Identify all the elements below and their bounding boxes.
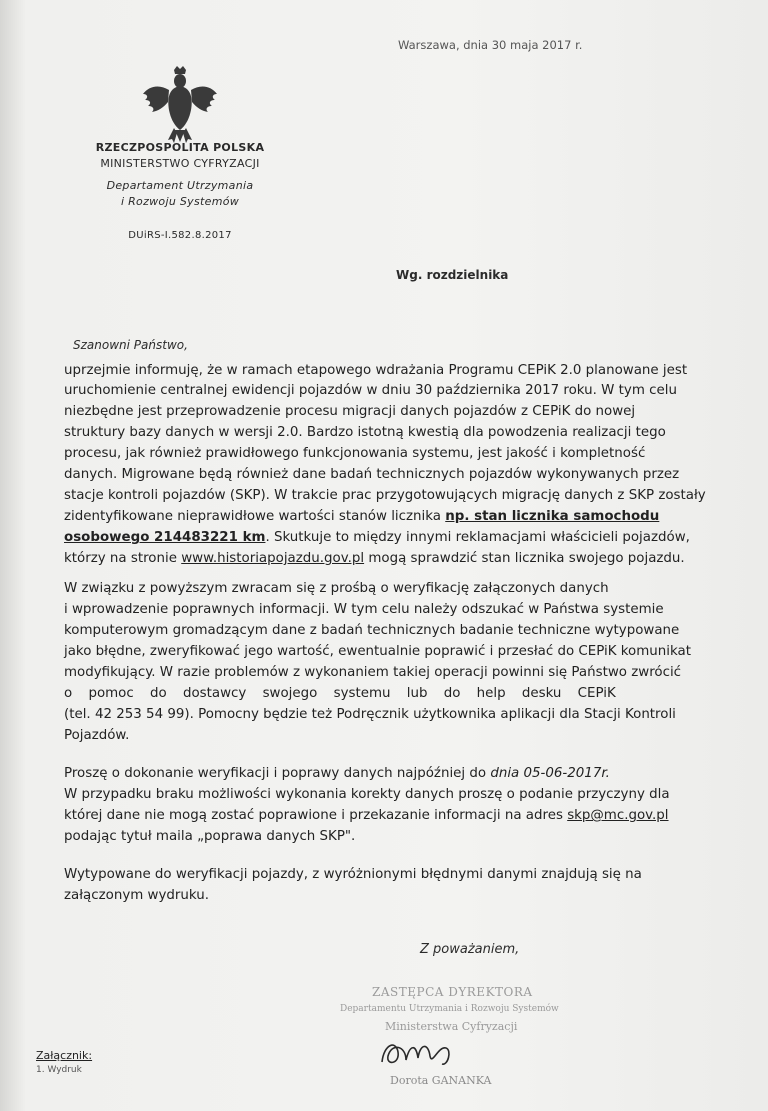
ministry-name: MINISTERSTWO CYFRYZACJI (100, 157, 260, 170)
handwritten-signature (376, 1036, 468, 1072)
stamp-name: Dorota GANANKA (390, 1074, 492, 1087)
paragraph-1-line (64, 510, 659, 523)
paragraph-2-line: W związku z powyższym zwracam się z prośbą o weryfikację załączonych danych (64, 581, 609, 596)
paragraph-2-line: komputerowym gromadzącym dane z badań technicznych badanie techniczne wytypowane (64, 623, 680, 638)
paragraph-1-line: danych. Migrowane będą również dane badań technicznych pojazdów wykonywanych przez (64, 467, 680, 482)
contact-email-link[interactable]: skp@mc.gov.pl (567, 808, 669, 823)
addressee: Wg. rozdzielnika (396, 268, 509, 282)
paragraph-3-line (64, 809, 669, 822)
eagle-emblem-icon (139, 64, 221, 146)
deadline-date: dnia 05-06-2017r. (490, 766, 610, 781)
letter-date: Warszawa, dnia 30 maja 2017 r. (398, 38, 583, 52)
paragraph-1-line: uruchomienie centralnej ewidencji pojazdów w dniu 30 października 2017 roku. W tym celu (64, 383, 677, 398)
department-line-1: Departament Utrzymania (106, 179, 254, 192)
paragraph-1-line: stacje kontroli pojazdów (SKP). W trakcie prac przygotowujących migrację danych z SKP zostały (64, 488, 706, 503)
odometer-value-highlight: osobowego 214483221 km (64, 530, 266, 545)
paragraph-4-line: Wytypowane do weryfikacji pojazdy, z wyróżnionymi błędnymi danymi znajdują się na (64, 867, 642, 882)
attachment-label: Załącznik: (36, 1049, 93, 1062)
paragraph-3-line: W przypadku braku możliwości wykonania korekty danych proszę o podanie przyczyny dla (64, 787, 670, 802)
paragraph-1-text: . Skutkuje to między innymi reklamacjami właścicieli pojazdów, (265, 530, 690, 545)
paragraph-2-line: (tel. 42 253 54 99). Pomocny będzie też Podręcznik użytkownika aplikacji dla Stacji Kontroli (64, 707, 676, 722)
paragraph-2-line: modyfikujący. W razie problemów z wykonaniem takiej operacji powinni się Państwo zwrócić (64, 665, 682, 680)
attachment-item: 1. Wydruk (36, 1065, 82, 1075)
reference-number: DUiRS-I.582.8.2017 (128, 230, 232, 241)
paragraph-2-line: i wprowadzenie poprawnych informacji. W tym celu należy odszukać w Państwa systemie (64, 602, 664, 617)
paragraph-3-text: Proszę o dokonanie weryfikacji i poprawy danych najpóźniej do (64, 766, 491, 781)
paragraph-2-line: o pomoc do dostawcy swojego systemu lub do help desku CEPiK (64, 686, 616, 701)
paragraph-3-line: podając tytuł maila „poprawa danych SKP". (64, 829, 356, 844)
paragraph-4-line: załączonym wydruku. (64, 888, 209, 903)
paragraph-1-line: uprzejmie informuję, że w ramach etapowego wdrażania Programu CEPiK 2.0 planowane jest (64, 363, 688, 378)
paragraph-1-text: którzy na stronie (64, 551, 182, 566)
paragraph-2-line: jako błędne, zweryfikować jego wartość, ewentualnie poprawić i przesłać do CEPiK komunikat (64, 644, 691, 659)
republic-name: RZECZPOSPOLITA POLSKA (95, 141, 265, 154)
odometer-example-highlight: np. stan licznika samochodu (445, 509, 660, 524)
paragraph-1-text: mogą sprawdzić stan licznika swojego pojazdu. (364, 551, 685, 566)
paragraph-1-line (64, 552, 685, 565)
paragraph-1-line: struktury bazy danych w wersji 2.0. Bardzo istotną kwestią dla powodzenia realizacji tego (64, 425, 666, 440)
paragraph-3-line (64, 767, 610, 780)
paragraph-1-line (64, 531, 690, 544)
paragraph-1-line: niezbędne jest przeprowadzenie procesu migracji danych pojazdów z CEPiK do nowej (64, 404, 636, 419)
paragraph-2-line: Pojazdów. (64, 728, 130, 743)
greeting: Szanowni Państwo, (73, 338, 188, 352)
department-line-2: i Rozwoju Systemów (120, 195, 240, 208)
paragraph-1-text: zidentyfikowane nieprawidłowe wartości stanów licznika (64, 509, 441, 524)
stamp-ministry: Ministerstwa Cyfryzacji (385, 1020, 518, 1033)
paragraph-3-text: której dane nie mogą zostać poprawione i przekazanie informacji na adres (64, 808, 568, 823)
paragraph-1-line: procesu, jak również prawidłowego funkcjonowania systemu, jest jakość i kompletność (64, 446, 646, 461)
closing-salutation: Z poważaniem, (420, 942, 520, 957)
historiapojazdu-link[interactable]: www.historiapojazdu.gov.pl (181, 551, 365, 566)
stamp-title: ZASTĘPCA DYREKTORA (372, 985, 533, 999)
stamp-department: Departamentu Utrzymania i Rozwoju Systemów (340, 1004, 559, 1014)
